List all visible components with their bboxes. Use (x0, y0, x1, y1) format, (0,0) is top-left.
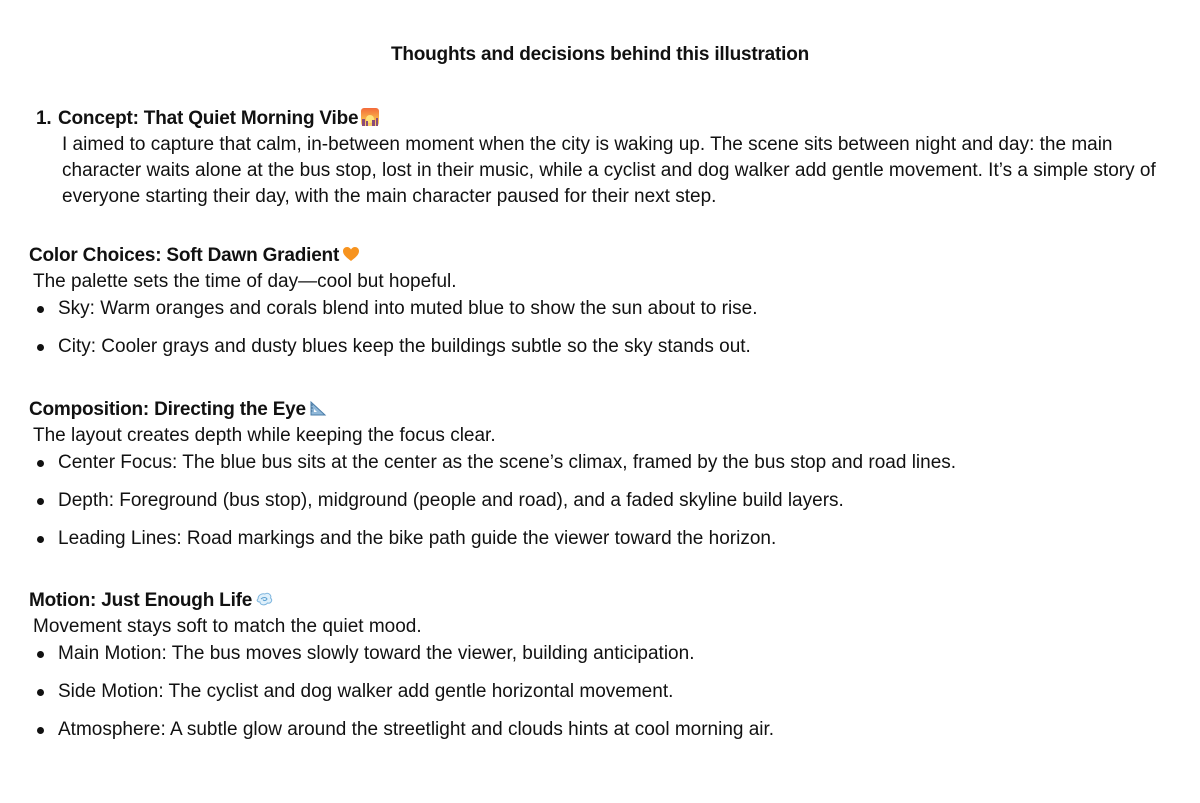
bullet-dot (37, 460, 44, 467)
bullet-dot (37, 306, 44, 313)
bullet-text: Sky: Warm oranges and corals blend into muted blue to show the sun about to rise. (58, 298, 758, 319)
list-item (29, 450, 1169, 476)
bullet-text: City: Cooler grays and dusty blues keep the buildings subtle so the sky stands out. (58, 336, 751, 357)
concept-heading: Concept: That Quiet Morning Vibe (58, 108, 359, 129)
bullet-text: Side Motion: The cyclist and dog walker add gentle horizontal movement. (58, 681, 674, 702)
color-heading: Color Choices: Soft Dawn Gradient (29, 245, 340, 266)
motion-section (29, 588, 1169, 743)
concept-text: I aimed to capture that calm, in-between moment when the city is waking up. The scene sits between night and day: the main character waits alone at the bus stop, lost in their music, while a cyclist and dog walker add gentle movement. It’s a simple story of everyone starting their day, with the main character paused for their next step. (62, 134, 1156, 207)
composition-section (29, 397, 1169, 552)
motion-heading: Motion: Just Enough Life (29, 590, 253, 611)
color-bullet-list (29, 296, 1169, 360)
list-item (29, 296, 1169, 322)
bullet-text: Leading Lines: Road markings and the bike path guide the viewer toward the horizon. (58, 528, 777, 549)
bullet-dot (37, 536, 44, 543)
bullet-dot (37, 689, 44, 696)
composition-intro: The layout creates depth while keeping the focus clear. (33, 425, 496, 446)
bullet-text: Main Motion: The bus moves slowly toward the viewer, building anticipation. (58, 643, 695, 664)
color-section (29, 243, 1169, 360)
list-item (29, 641, 1169, 667)
document-title: Thoughts and decisions behind this illustration (390, 44, 810, 65)
bullet-text: Atmosphere: A subtle glow around the streetlight and clouds hints at cool morning air. (58, 719, 775, 740)
bullet-dot (37, 727, 44, 734)
list-item (29, 679, 1169, 705)
list-item (29, 488, 1169, 514)
bullet-dot (37, 498, 44, 505)
composition-bullet-list (29, 450, 1169, 552)
list-item (29, 334, 1169, 360)
orange-heart-icon (342, 245, 360, 263)
list-number: 1. (36, 108, 52, 129)
composition-heading: Composition: Directing the Eye (29, 399, 306, 420)
list-item (29, 717, 1169, 743)
list-item (29, 526, 1169, 552)
dashing-away-icon (255, 590, 273, 608)
bullet-text: Depth: Foreground (bus stop), midground (people and road), and a faded skyline build layers. (58, 490, 844, 511)
motion-intro: Movement stays soft to match the quiet mood. (33, 616, 422, 637)
bullet-text: Center Focus: The blue bus sits at the center as the scene’s climax, framed by the bus stop and road lines. (58, 452, 957, 473)
bullet-dot (37, 344, 44, 351)
triangular-ruler-icon (309, 399, 327, 417)
concept-section (36, 106, 1166, 210)
sunrise-over-city-icon (361, 108, 379, 126)
bullet-dot (37, 651, 44, 658)
color-intro: The palette sets the time of day—cool but hopeful. (33, 271, 457, 292)
motion-bullet-list (29, 641, 1169, 743)
